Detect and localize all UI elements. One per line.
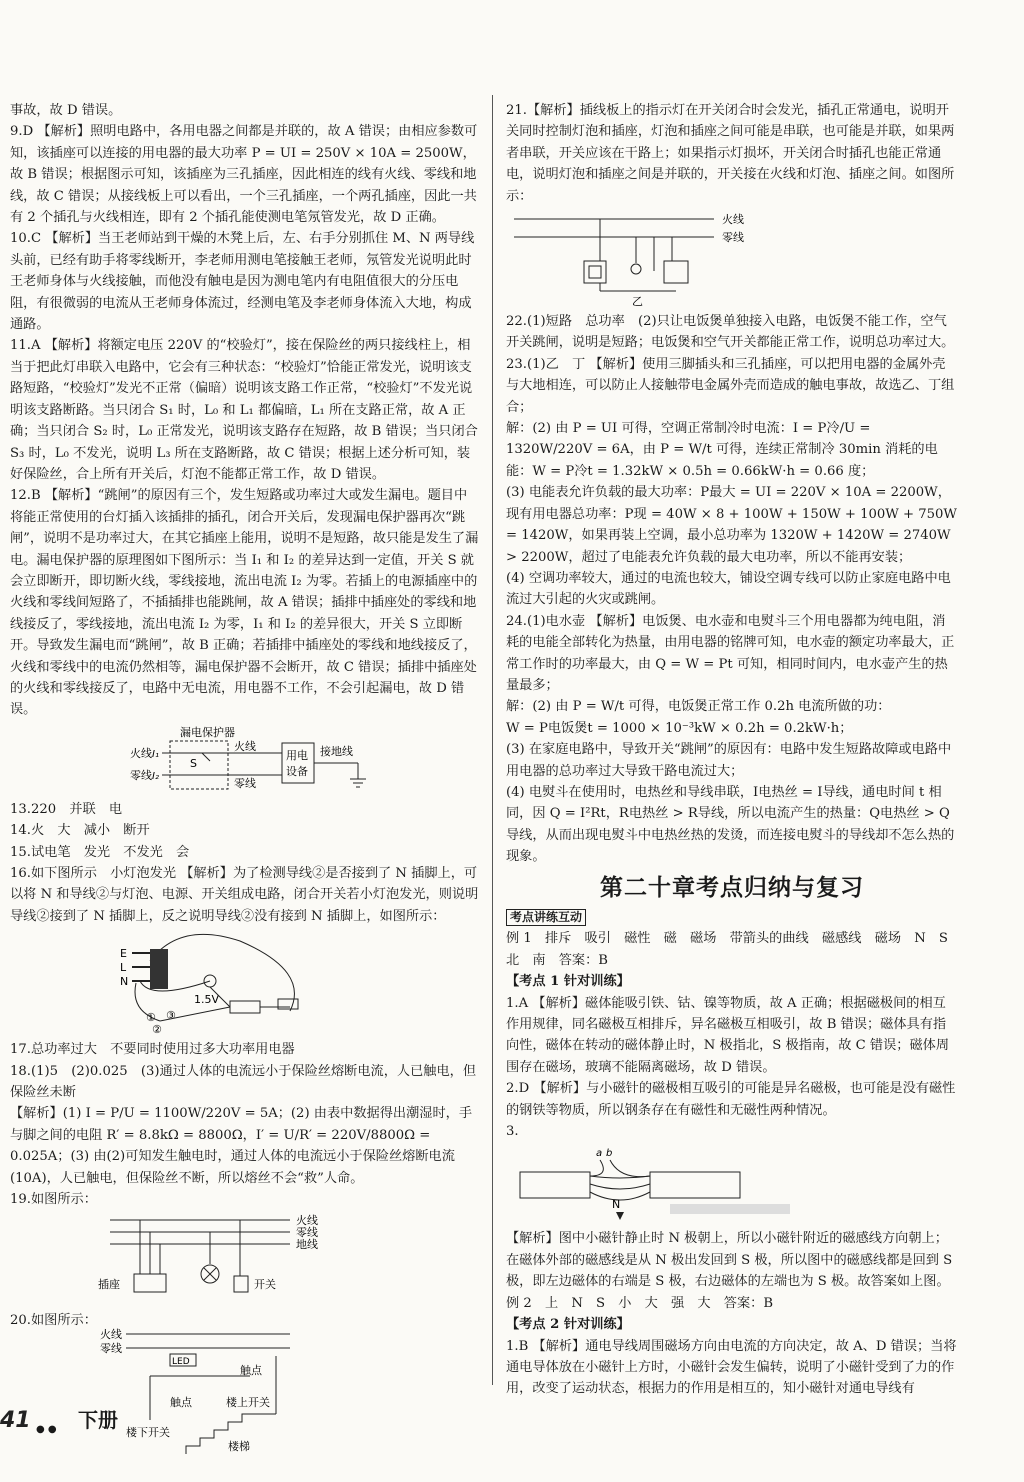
column-divider <box>492 95 493 1385</box>
answer-8-tail: 事故，故 D 错误。 <box>10 103 122 118</box>
fig12-i2: I₂ <box>152 770 159 782</box>
answer-23: 23.(1)乙 丁 【解析】使用三脚插头和三孔插座，可以把用电器的金属外壳与大地相连，可以防止人接触带电金属外壳而造成的触电事故，故选乙、丁组合； <box>506 356 955 415</box>
fig19-fire: 火线 <box>296 1214 318 1228</box>
fig12-fire2: 火线 <box>234 739 256 753</box>
answer-24-3: (3) 在家庭电路中，导致开关“跳闸”的原因有：电路中发生短路故障或电路中用电器的总功率过大导致干路电流过大； <box>506 742 952 779</box>
answer-24-2: 解：(2) 由 P = W/t 可得，电饭煲正常工作 0.2h 电流所做的功： <box>506 699 891 715</box>
answer-16: 16.如下图所示 小灯泡发光 【解析】为了检测导线②是否接到了 N 插脚上，可以将 N 和导线②与灯泡、电源、开关组成电路，闭合开关若小灯泡发光，则说明导线②接到了 N 插脚上，反之说明导线②没有接到 N 插脚上，如图所示： <box>10 866 479 924</box>
fig12-s: S <box>190 756 197 770</box>
answer-23-3: (3) 电能表允许负载的最大功率：P最大 = UI = 220V × 10A = 2200W，现有用电器总功率：P现 = 40W × 8 + 100W + 150W + 100W + 750W = 1420W，如果再装上空调，最小总功率为 1320W + 1420W = 2740W > 2200W，超过了电能表允许负载的最大电功率，所以不能再安装； <box>506 485 957 565</box>
fig19-switch: 开关 <box>254 1278 276 1292</box>
answer-12: 12.B 【解析】“跳闸”的原因有三个，发生短路或功率过大或发生漏电。题目中将能正常使用的台灯插入该插排的插孔，闭合开关后，发现漏电保护器再次“跳闸”，说明不是功率过大，在其它插座上能用，说明不是短路，故只能是发生了漏电。漏电保护器的原理图如下图所示：当 I₁ 和 I₂ 的差异达到一定值，开关 S 就会立即断开，即切断火线，零线接地，流出电流 I₂ 为零。若插上的电源插座中的火线和零线间短路了，不插插排也能跳闸，故 A 错误；插排中插座处的零线和地线接反了，零线接地，流出电流 I₂ 为零，I₁ 和 I₂ 的差异很大，开关 S 立即断开。导致发生漏电而“跳闸”，故 B 正确；若插排中插座处的零线和地线接反了，火线和零线中的电流仍然相等，漏电保护器不会断开，故 C 错误；插排中插座处的火线和零线接反了，电路中无电流，用电器不工作，不会引起漏电，故 D 错误。 <box>10 488 479 718</box>
subheading-2: 【考点 2 针对训练】 <box>506 1317 630 1333</box>
fig16-c3: ③ <box>166 1009 176 1023</box>
fig12-fire: 火线 <box>130 746 152 760</box>
answer-24-4: (4) 电熨斗在使用时，电热丝和导线串联，I电热丝 = I导线，通电时间 t 相同，因 Q = I²Rt，R电热丝 > R导线，所以电流产生的热量：Q电热丝 > Q导线，从而出现电熨斗中电热丝热的发烫，而连接电熨斗的导线却不怎么热的现象。 <box>506 784 955 865</box>
fig21-yi: 乙 <box>632 295 643 309</box>
leakage-protector-diagram <box>130 725 380 795</box>
section-box-label: 考点讲练互动 <box>506 909 586 926</box>
figure-plug-test <box>90 931 480 1035</box>
fig20-led: LED <box>172 1356 190 1367</box>
volume-label: 下册 <box>78 1408 118 1432</box>
fig3-a: a <box>596 1148 603 1160</box>
answer-18: 18.(1)5 (2)0.025 (3)通过人体的电流远小于保险丝熔断电流，人已触电，但保险丝未断 <box>10 1063 477 1101</box>
right-column <box>506 100 962 1400</box>
magnetic-field-diagram <box>520 1146 840 1224</box>
training-1-1: 1.A 【解析】磁体能吸引铁、钴、镍等物质，故 A 正确；根据磁极间的相互作用规律，同名磁极互相排斥，异名磁极互相吸引，故 B 错误；磁体具有指向性，磁体在转动的磁体静止时，N 极指北，S 极指南，故 C 错误；磁体周围存在磁场，玻璃不能隔离磁场，故 D 错误。 <box>506 995 950 1075</box>
plug-test-diagram <box>90 931 390 1035</box>
figure-power-strip <box>514 211 958 307</box>
fig21-zero: 零线 <box>722 231 744 245</box>
answer-11: 11.A 【解析】将额定电压 220V 的“校验灯”，接在保险丝的两只接线柱上，相当于把此灯串联入电路中，它会有三种状态：“校验灯”恰能正常发光，说明该支路短路，“校验灯”发光不正常（偏暗）说明该支路工作正常，“校验灯”不发光说明该支路断路。当只闭合 S₁ 时，L₀ 和 L₁ 都偏暗，L₁ 所在支路正常，故 A 正确；当只闭合 S₂ 时，L₀ 正常发光，说明该支路存在短路，故 B 错误；当只闭合 S₃ 时，L₀ 不发光，说明 L₃ 所在支路断路，故 C 错误；根据上述分析可知，装好保险丝，合上所有开关后，灯泡不能都正常工作，故 D 错误。 <box>10 338 478 482</box>
left-column <box>10 100 480 1460</box>
fig20-fire: 火线 <box>100 1327 122 1341</box>
answer-24-2b: W = P电饭煲t = 1000 × 10⁻³kW × 0.2h = 0.2kW·h； <box>506 720 853 736</box>
answer-19: 19.如图所示： <box>10 1192 97 1208</box>
fig16-l: L <box>120 961 127 975</box>
figure-magnetic-field <box>520 1146 958 1224</box>
fig20-zero: 零线 <box>100 1341 122 1355</box>
household-wiring-diagram <box>90 1214 350 1306</box>
page-number: 41 <box>0 1408 31 1433</box>
example-1: 例 1 排斥 吸引 磁性 磁 磁场 带箭头的曲线 磁感线 磁场 N S 北 南 答案：B <box>506 931 962 968</box>
fig12-i1: I₁ <box>152 748 159 760</box>
fig20-contact1: 触点 <box>240 1363 262 1377</box>
fig3-b: b <box>606 1148 613 1160</box>
fig12-zero2: 零线 <box>234 776 256 790</box>
fig20-stairs: 楼梯 <box>228 1439 250 1453</box>
fig12-dev2: 设备 <box>286 764 308 778</box>
fig16-e: E <box>120 947 127 961</box>
fig20-lower-switch: 楼下开关 <box>126 1425 170 1439</box>
fig19-ground: 地线 <box>296 1238 318 1252</box>
answer-23-4: (4) 空调功率较大，通过的电流也较大，铺设空调专线可以防止家庭电路中电流过大引起的火灾或跳闸。 <box>506 570 951 608</box>
answer-17: 17.总功率过大 不要同时使用过多大功率用电器 <box>10 1042 295 1058</box>
fig20-contact2: 触点 <box>170 1395 192 1409</box>
answer-20: 20.如图所示： <box>10 1313 97 1329</box>
fig12-zero: 零线 <box>130 768 152 782</box>
answer-24: 24.(1)电水壶 【解析】电饭煲、电水壶和电熨斗三个用电器都为纯电阻，消耗的电能全部转化为热量，由用电器的铭牌可知，电水壶的额定功率最大，正常工作时的功率最大，由 Q = W = Pt 可知，相同时间内，电水壶产生的热量最多； <box>506 613 955 693</box>
fig16-c1: ① <box>146 1011 156 1025</box>
training-2-1: 1.B 【解析】通电导线周围磁场方向由电流的方向决定，故 A、D 错误；当将通电导体放在小磁针上方时，小磁针会发生偏转，说明了小磁针受到了力的作用，改变了运动状态，根据力的作用是相互的，知小磁针对通电导线有 <box>506 1338 957 1397</box>
fig3-n: N <box>612 1198 621 1212</box>
answer-15: 15.试电笔 发光 不发光 会 <box>10 844 190 860</box>
answer-18-analysis: 【解析】(1) I = P/U = 1100W/220V = 5A；(2) 由表中数据得出潮湿时，手与脚之间的电阻 R′ = 8.8kΩ = 8800Ω，I′ = U/R′ = 220V/8800Ω = 0.025A；(3) 由(2)可知发生触电时，通过人体的电流远小于保险丝熔断电流(10A)，人已触电，但保险丝不断，所以熔丝不会“救”人命。 <box>10 1106 473 1186</box>
figure-stair-switch <box>50 1327 480 1456</box>
figure-leakage-protector <box>130 725 480 795</box>
fig16-n: N <box>120 975 129 989</box>
answer-10: 10.C 【解析】当王老师站到干燥的木凳上后，左、右手分别抓住 M、N 两导线头前，已经有助手将零线断开，李老师用测电笔接触王老师，氖管发光说明此时王老师身体与火线接触，而他没有触电是因为测电笔内有电阻值很大的分压电阻，有很微弱的电流从王老师身体流过，经测电笔及李老师身体流入大地，构成通路。 <box>10 231 475 333</box>
training-1-3: 3. <box>506 1124 519 1140</box>
fig12-title: 漏电保护器 <box>180 725 235 739</box>
fig19-zero: 零线 <box>296 1226 318 1240</box>
footer-dots: ● ● <box>36 1424 57 1435</box>
training-1-2: 2.D 【解析】与小磁针的磁极相互吸引的可能是异名磁极，也可能是没有磁性的钢铁等物质，所以钢条存在有磁性和无磁性两种情况。 <box>506 1081 956 1118</box>
answer-22: 22.(1)短路 总功率 (2)只让电饭煲单独接入电路，电饭煲不能工作，空气开关跳闸，说明是短路；电饭煲和空气开关都能正常工作，说明总功率过大。 <box>506 314 955 351</box>
fig19-socket: 插座 <box>98 1278 120 1292</box>
subheading-1: 【考点 1 针对训练】 <box>506 974 630 990</box>
answer-13: 13.220 并联 电 <box>10 801 123 817</box>
power-strip-diagram <box>514 211 774 307</box>
stair-switch-diagram <box>50 1327 330 1456</box>
example-2: 例 2 上 N S 小 大 强 大 答案：B <box>506 1295 774 1311</box>
fig12-dev1: 用电 <box>286 748 308 762</box>
fig21-fire: 火线 <box>722 213 744 227</box>
answer-9: 9.D 【解析】照明电路中，各用电器之间都是并联的，故 A 错误；由相应参数可知，该插座可以连接的用电器的最大功率 P = UI = 250V × 10A = 2500W，故 B 错误；根据图示可知，该插座为三孔插座，因此相连的线有火线、零线和地线，故 C 错误；从接线板上可以看出，一个三孔插座，一个两孔插座，因此一共有 2 个插孔与火线相连，即有 2 个插孔能使测电笔氖管发光，故 D 正确。 <box>10 124 478 226</box>
fig16-c2: ② <box>152 1023 162 1037</box>
fig12-ground: 接地线 <box>320 744 353 758</box>
fig20-upper-switch: 楼上开关 <box>226 1395 270 1409</box>
figure-household-wiring <box>90 1214 480 1306</box>
answer-14: 14.火 大 减小 断开 <box>10 823 150 839</box>
answer-23-2: 解：(2) 由 P = UI 可得，空调正常制冷时电流：I = P冷/U = 1320W/220V = 6A，由 P = W/t 可得，连续正常制冷 30min 消耗的电能：W = P冷t = 1.32kW × 0.5h = 0.66kW·h = 0.66 度； <box>506 421 938 479</box>
chapter-heading: 第二十章考点归纳与复习 <box>600 874 864 901</box>
fig16-voltage: 1.5V <box>194 993 220 1007</box>
training-1-3-analysis: 【解析】图中小磁针静止时 N 极朝上，所以小磁针附近的磁感线方向朝上；在磁体外部的磁感线是从 N 极出发回到 S 极，所以图中的磁感线都是回到 S 极，即左边磁体的右端是 S 极，右边磁体的左端也为 S 极。故答案如上图。 <box>506 1231 953 1290</box>
answer-21: 21.【解析】插线板上的指示灯在开关闭合时会发光，插孔正常通电，说明开关同时控制灯泡和插座，灯泡和插座之间可能是串联，也可能是并联，如果两者串联，开关应该在干路上；如果指示灯损坏，开关闭合时插孔也能正常通电，说明灯泡和插座之间是并联的，开关接在火线和灯泡、插座之间。如图所示： <box>506 103 955 204</box>
